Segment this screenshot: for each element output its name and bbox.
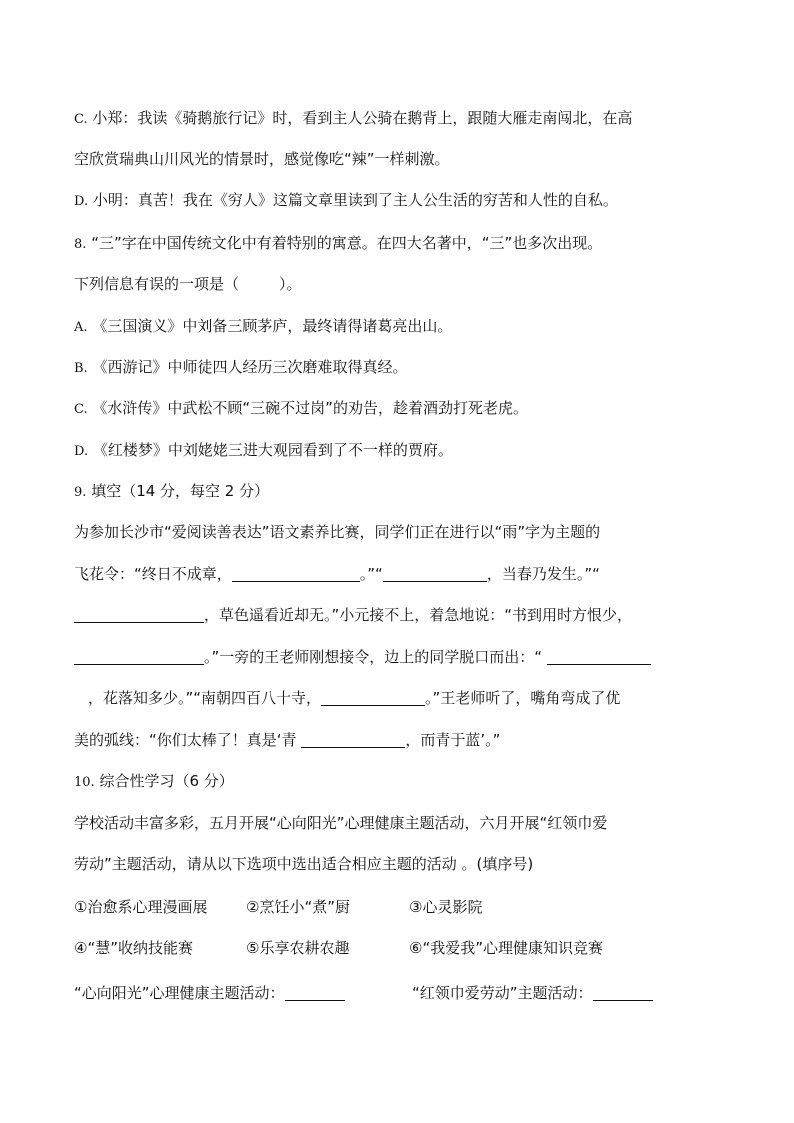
q8-stem-before: 下列信息有误的一项是（ [74,275,240,293]
q9-line2-a: 飞花令：“终日不成章， [74,565,232,583]
q9-blank-6[interactable] [321,689,425,706]
q8-option-b [74,357,734,379]
q9-line6-b: ，而青于蓝’。” [405,731,501,749]
q7-option-d [74,190,734,212]
q8-option-b-text: 《西游记》中师徒四人经历三次磨难取得真经。 [92,358,408,376]
q9-title-text: 填空（14 分，每空 2 分） [91,482,270,500]
q8-stem-text1: “三”字在中国传统文化中有着特别的寓意。在四大名著中，“三”也多次出现。 [91,234,603,252]
q8-option-d-label: D. [74,444,89,459]
q9-number: 9. [74,485,87,500]
q7-option-c-line2: 空欣赏瑞典山川风光的情景时，感觉像吃“辣”一样刺激。 [74,150,450,168]
q9-blank-1[interactable] [232,565,360,582]
q10-option-5: ⑤乐享农耕农趣 [246,939,350,957]
q10-option-6: ⑥“我爱我”心理健康知识竞赛 [409,939,603,957]
q8-option-a [74,316,734,338]
q10-answer-b-label: “红领巾爱劳动”主题活动： [412,984,593,1002]
q8-option-c-label: C. [74,402,88,417]
q9-line5 [88,688,748,708]
q10-answer-b-blank[interactable] [593,984,653,1001]
q9-blank-7[interactable] [301,731,405,748]
q9-line2-c: ，当春乃发生。”“ [486,565,600,583]
q7-option-c-label: C. [74,112,88,127]
q8-number: 8. [74,237,87,252]
q7-option-c-line1 [74,108,734,130]
q10-option-1: ①治愈系心理漫画展 [74,898,208,916]
q9-blank-2[interactable] [383,565,487,582]
q8-stem-line2 [74,274,734,294]
q8-option-c [74,398,734,420]
q8-stem-line1 [74,233,734,255]
q9-blank-4[interactable] [74,648,204,665]
q10-line2: 劳动”主题活动，请从以下选项中选出适合相应主题的活动 。(填序号) [74,855,534,873]
q9-line5-b: 。”王老师听了，嘴角弯成了优 [425,689,621,707]
q9-line2-b: 。”“ [359,565,383,583]
q9-line6 [74,730,734,750]
q10-line1: 学校活动丰富多彩，五月开展“心向阳光”心理健康主题活动，六月开展“红领巾爱 [74,814,608,832]
q8-option-a-label: A. [74,320,88,335]
q8-option-a-text: 《三国演义》中刘备三顾茅庐，最终请得诸葛亮出山。 [92,317,453,335]
q9-line6-a: 美的弧线：“你们太棒了！真是‘青 [74,731,297,749]
q8-stem-after: ）。 [279,275,302,293]
q10-title-text: 综合性学习（6 分） [99,772,234,790]
q9-title [74,481,734,503]
q7-option-c-text1: 小郑：我读《骑鹅旅行记》时，看到主人公骑在鹅背上，跟随大雁走南闯北，在高 [92,109,633,127]
q9-blank-3[interactable] [74,606,204,623]
q10-answer-a [74,983,414,1003]
q10-option-3: ③心灵影院 [409,898,483,916]
q10-answer-a-label: “心向阳光”心理健康主题活动： [74,984,285,1002]
q10-option-2: ②烹饪小“煮”厨 [246,898,350,916]
q9-line1: 为参加长沙市“爱阅读善表达”语文素养比赛，同学们正在进行以“雨”字为主题的 [74,523,601,541]
q10-title [74,771,734,793]
q8-option-b-label: B. [74,361,88,376]
q9-blank-5[interactable] [547,648,651,665]
q7-option-d-label: D. [74,194,89,209]
q8-option-c-text: 《水浒传》中武松不顾“三碗不过岗”的劝告，趁着酒劲打死老虎。 [92,399,528,417]
q9-line2 [74,564,734,584]
q9-line4 [74,647,734,667]
q8-option-d-text: 《红楼梦》中刘姥姥三进大观园看到了不一样的贾府。 [92,441,453,459]
q10-option-4: ④“慧”收纳技能赛 [74,939,193,957]
q10-answer-b [412,983,712,1003]
q10-number: 10. [74,775,95,790]
q8-option-d [74,440,734,462]
q9-line4-a: 。”一旁的王老师刚想接令，边上的同学脱口而出：“ [204,648,543,666]
q7-option-d-text: 小明：真苦！我在《穷人》这篇文章里读到了主人公生活的穷苦和人性的自私。 [92,191,618,209]
q10-answer-a-blank[interactable] [285,984,345,1001]
q9-line3-a: ，草色遥看近却无。”小元接不上，着急地说：“书到用时方恨少， [204,606,633,624]
q9-line3 [74,605,734,625]
q9-line5-a: ，花落知多少。”“南朝四百八十寺， [88,689,322,707]
